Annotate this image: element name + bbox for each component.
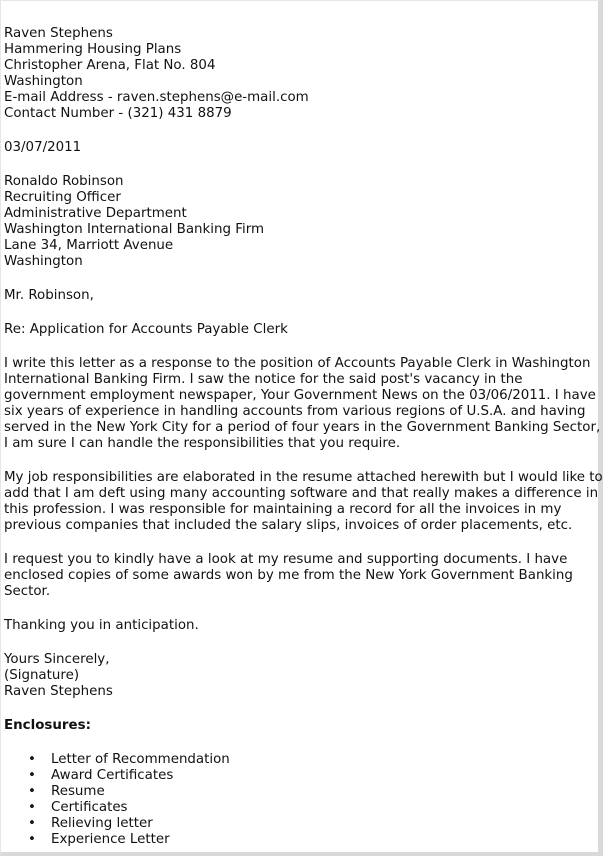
body-paragraph [4, 470, 603, 534]
paragraph-line: enclosed copies of some awards won by me from the New York Government Banking [4, 568, 573, 583]
enclosure-item: Award Certificates [51, 768, 174, 783]
signature-placeholder: (Signature) [4, 668, 80, 683]
paragraph-line: Sector. [4, 584, 51, 599]
bullet-icon: • [28, 800, 36, 815]
sender-block [4, 26, 594, 122]
paragraph-line: previous companies that included the salary slips, invoices of order placements, etc. [4, 518, 573, 533]
paragraph-line: served in the New York City for a period of four years in the Government Banking Sector, [4, 420, 601, 435]
bullet-icon: • [28, 752, 36, 767]
paragraph-line: I am sure I can handle the responsibilities that you require. [4, 436, 401, 451]
recipient-address: Lane 34, Marriott Avenue [4, 238, 174, 253]
enclosure-item: Experience Letter [51, 832, 170, 847]
list-item [4, 816, 594, 832]
paragraph-line: International Banking Firm. I saw the notice for the said post's vacancy in the [4, 372, 523, 387]
closing-name: Raven Stephens [4, 684, 113, 699]
sender-phone: Contact Number - (321) 431 8879 [4, 106, 232, 121]
list-item [4, 832, 594, 848]
sender-address: Christopher Arena, Flat No. 804 [4, 58, 216, 73]
recipient-name: Ronaldo Robinson [4, 174, 124, 189]
body-paragraph [4, 618, 594, 634]
bullet-icon: • [28, 832, 36, 847]
sender-company: Hammering Housing Plans [4, 42, 182, 57]
paragraph-line: My job responsibilities are elaborated in the resume attached herewith but I would like to [4, 470, 603, 485]
enclosures-list [4, 752, 594, 848]
body-paragraph [4, 356, 601, 452]
recipient-city: Washington [4, 254, 83, 269]
list-item [4, 768, 594, 784]
salutation: Mr. Robinson, [4, 288, 94, 303]
recipient-title: Recruiting Officer [4, 190, 121, 205]
paragraph-line: six years of experience in handling accounts from various regions of U.S.A. and having [4, 404, 586, 419]
enclosures-heading: Enclosures: [4, 718, 91, 733]
body-paragraph [4, 552, 594, 600]
bullet-icon: • [28, 768, 36, 783]
sender-email: E-mail Address - raven.stephens@e-mail.com [4, 90, 309, 105]
recipient-department: Administrative Department [4, 206, 187, 221]
list-item [4, 800, 594, 816]
cover-letter [4, 26, 603, 848]
recipient-company: Washington International Banking Firm [4, 222, 265, 237]
list-item [4, 752, 594, 768]
closing-phrase: Yours Sincerely, [4, 652, 110, 667]
subject-line: Re: Application for Accounts Payable Clerk [4, 322, 288, 337]
sender-name: Raven Stephens [4, 26, 113, 41]
enclosure-item: Resume [51, 784, 105, 799]
paragraph-line: government employment newspaper, Your Government News on the 03/06/2011. I have [4, 388, 596, 403]
recipient-block [4, 174, 594, 270]
paragraph-line: add that I am deft using many accounting software and that really makes a difference in [4, 486, 599, 501]
enclosure-item: Letter of Recommendation [51, 752, 230, 767]
enclosure-item: Relieving letter [51, 816, 153, 831]
bullet-icon: • [28, 784, 36, 799]
paragraph-line: Thanking you in anticipation. [4, 618, 199, 633]
letter-date: 03/07/2011 [4, 140, 82, 155]
paragraph-line: I request you to kindly have a look at my resume and supporting documents. I have [4, 552, 568, 567]
paragraph-line: this profession. I was responsible for maintaining a record for all the invoices in my [4, 502, 562, 517]
closing-block [4, 652, 594, 700]
bullet-icon: • [28, 816, 36, 831]
sender-city: Washington [4, 74, 83, 89]
list-item [4, 784, 594, 800]
paragraph-line: I write this letter as a response to the position of Accounts Payable Clerk in Washington [4, 356, 591, 371]
enclosure-item: Certificates [51, 800, 128, 815]
